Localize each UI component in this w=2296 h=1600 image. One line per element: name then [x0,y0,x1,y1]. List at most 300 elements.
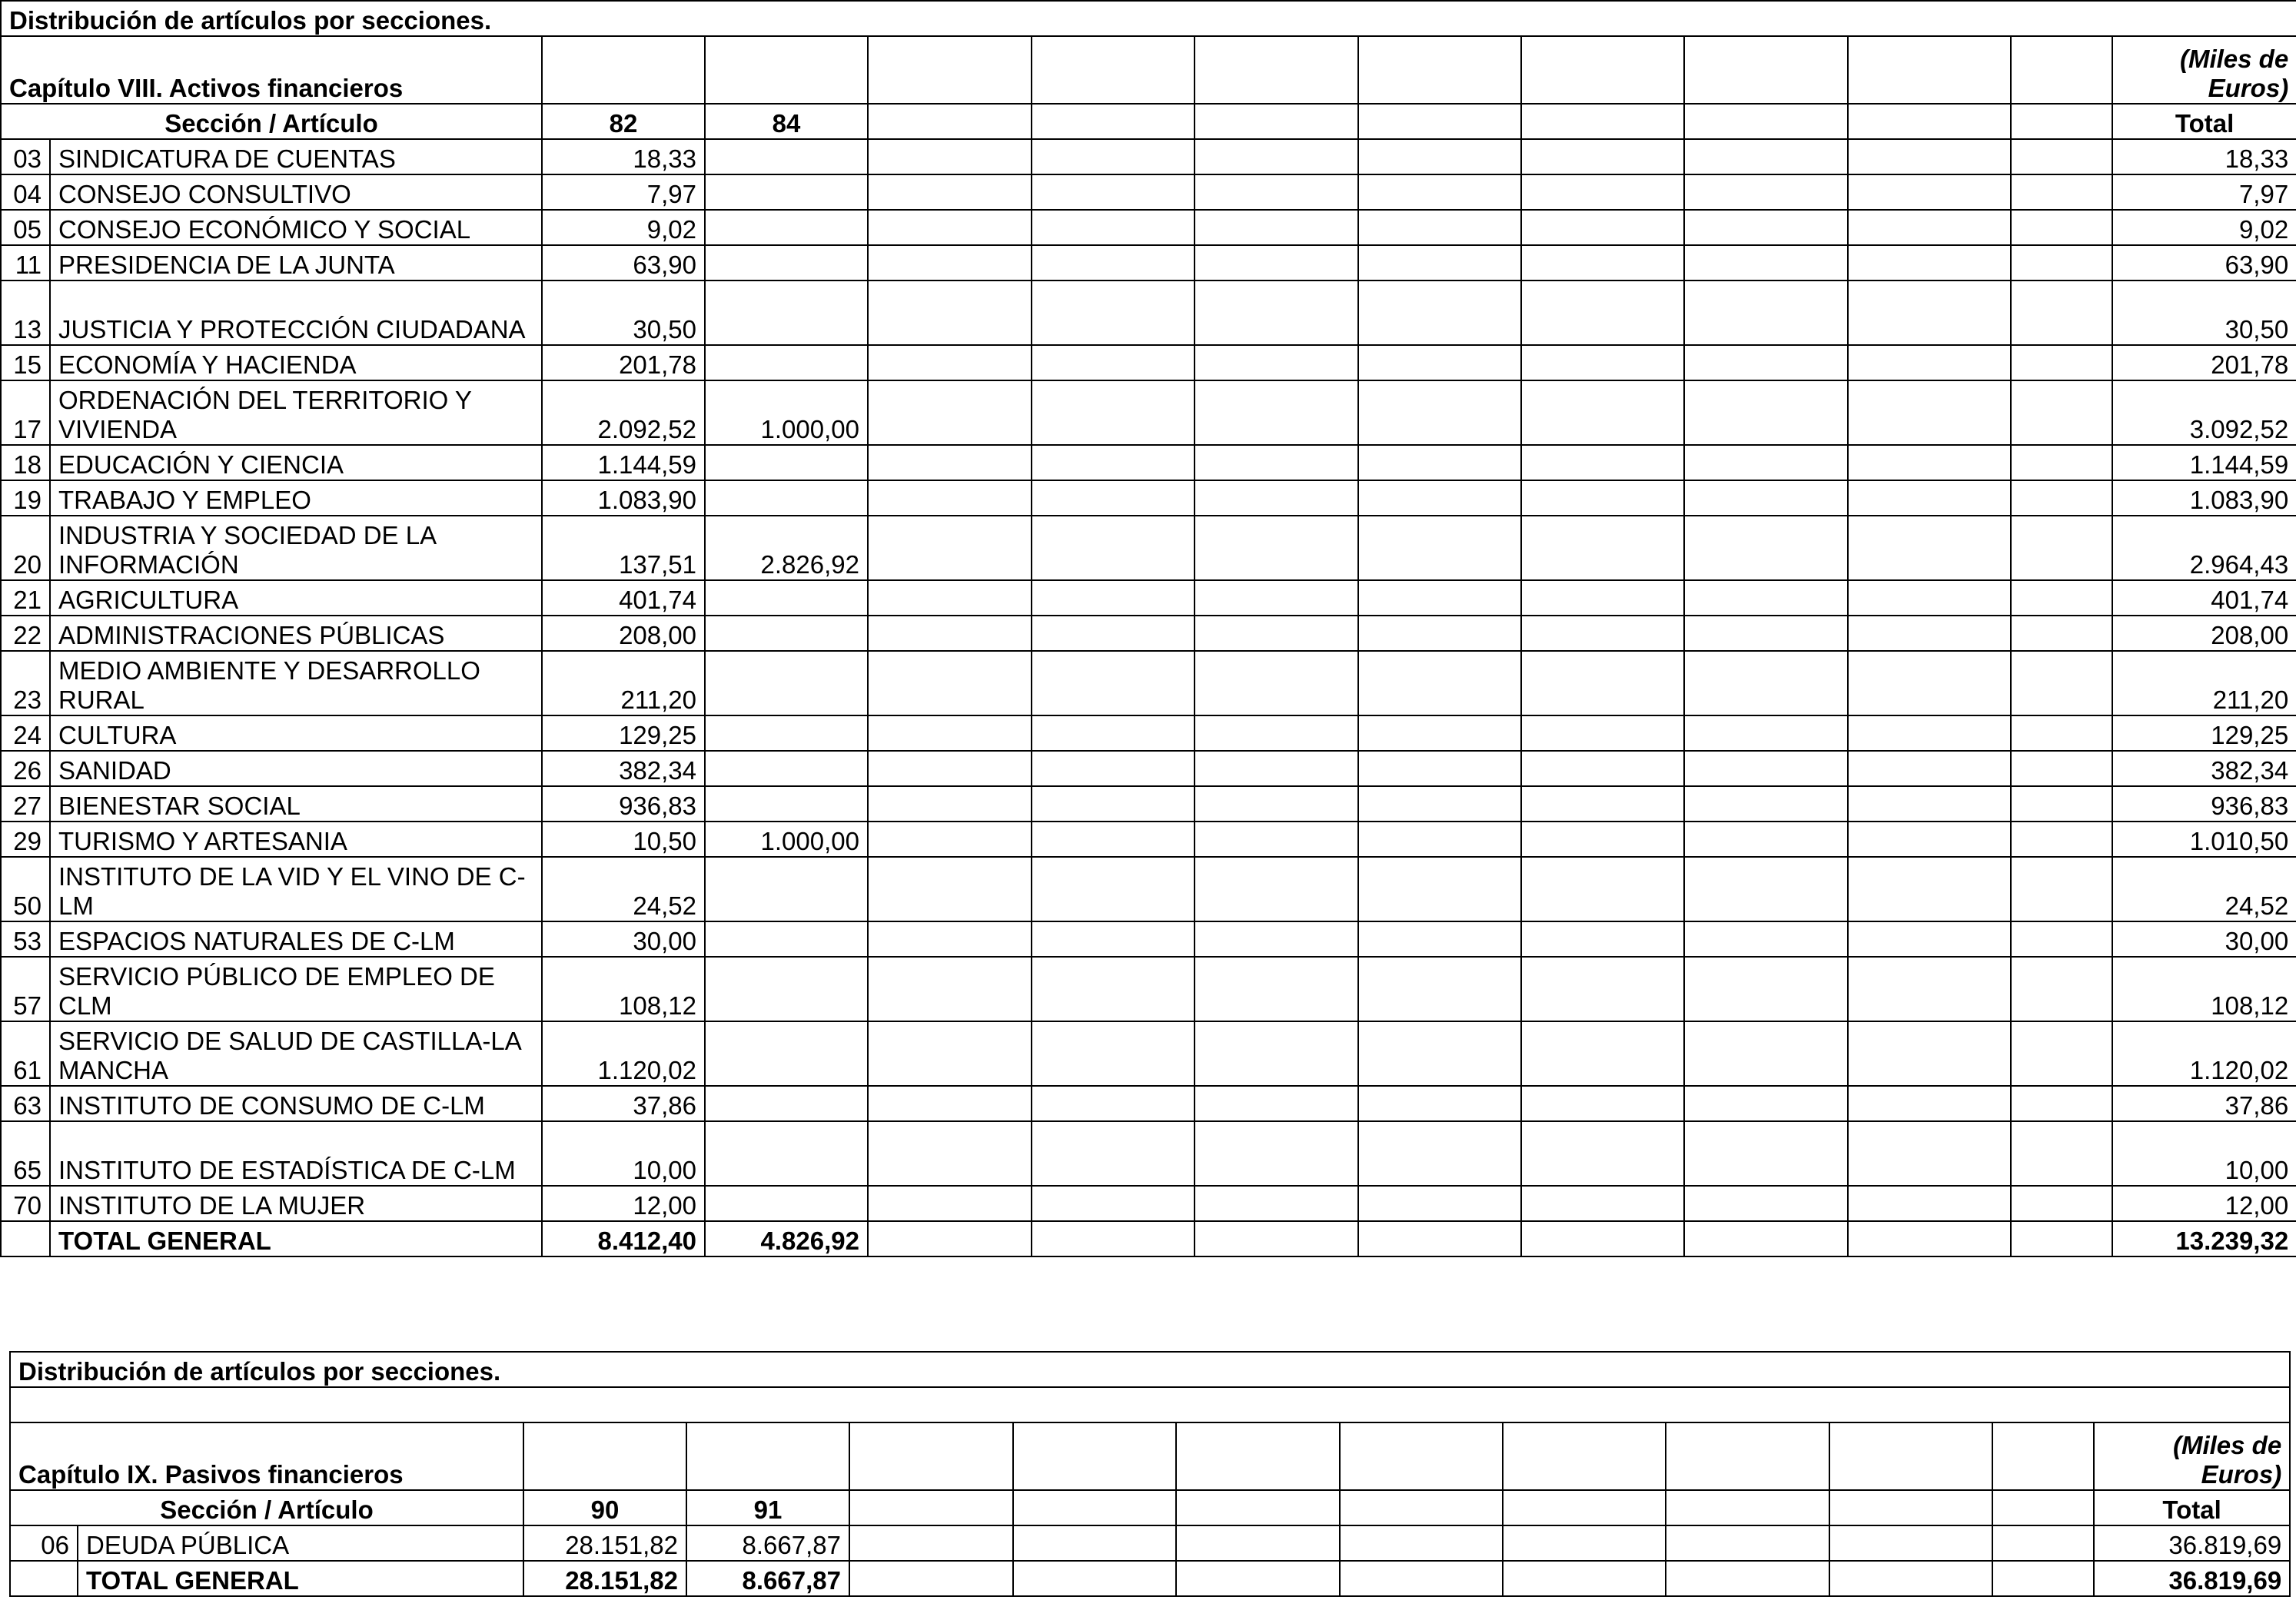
empty-cell [1358,245,1521,280]
total-grand: 36.819,69 [2094,1561,2290,1596]
empty-cell [1521,715,1684,751]
empty-cell [10,1561,78,1596]
empty-cell [1195,36,1358,104]
empty-cell [868,345,1032,380]
row-col-84 [705,616,868,651]
empty-cell [2011,1086,2112,1121]
empty-cell [868,516,1032,580]
row-col-82: 401,74 [542,580,705,616]
empty-cell [1521,1021,1684,1086]
empty-cell [1032,786,1195,822]
empty-cell [1032,616,1195,651]
empty-cell [1195,616,1358,651]
row-col-84 [705,480,868,516]
empty-cell [1684,822,1848,857]
empty-cell [1340,1561,1503,1596]
empty-cell [1195,751,1358,786]
empty-cell [1521,616,1684,651]
empty-cell [1032,139,1195,174]
empty-cell [1848,1121,2011,1186]
empty-cell [1521,1121,1684,1186]
empty-cell [868,380,1032,445]
empty-cell [1032,921,1195,957]
row-col-84 [705,651,868,715]
empty-cell [868,445,1032,480]
empty-cell [2011,210,2112,245]
empty-cell [868,210,1032,245]
total-col-82: 8.412,40 [542,1221,705,1256]
row-col-82: 2.092,52 [542,380,705,445]
empty-cell [1521,345,1684,380]
empty-cell [1358,1186,1521,1221]
row-code: 53 [1,921,50,957]
table-row [1,921,2296,957]
row-col-84 [705,1186,868,1221]
empty-cell [1176,1422,1340,1490]
row-col-82: 137,51 [542,516,705,580]
row-col-90: 28.151,82 [523,1525,686,1561]
row-col-82: 211,20 [542,651,705,715]
empty-cell [2011,380,2112,445]
table-row [1,786,2296,822]
table1-data-rows [1,139,2296,1221]
empty-cell [868,822,1032,857]
row-name: CONSEJO CONSULTIVO [50,174,542,210]
row-col-84 [705,786,868,822]
empty-cell [1032,715,1195,751]
empty-cell [1358,786,1521,822]
empty-cell [1684,480,1848,516]
empty-cell [1032,104,1195,139]
empty-cell [2011,651,2112,715]
row-name: CONSEJO ECONÓMICO Y SOCIAL [50,210,542,245]
row-total: 936,83 [2112,786,2296,822]
empty-cell [1684,651,1848,715]
row-total: 1.083,90 [2112,480,2296,516]
empty-cell [1684,245,1848,280]
empty-cell [1032,174,1195,210]
empty-cell [868,1221,1032,1256]
empty-cell [2011,445,2112,480]
row-col-82: 63,90 [542,245,705,280]
table1-title: Distribución de artículos por secciones. [1,1,2296,36]
table2-chapter-row [10,1422,2290,1490]
empty-cell [1032,445,1195,480]
table-row [1,345,2296,380]
empty-cell [2011,751,2112,786]
empty-cell [868,280,1032,345]
empty-cell [2011,580,2112,616]
empty-cell [1684,857,1848,921]
empty-cell [1013,1561,1176,1596]
table1-header-section: Sección / Artículo [1,104,542,139]
row-col-84 [705,345,868,380]
empty-cell [1358,715,1521,751]
empty-cell [868,1121,1032,1186]
empty-cell [1032,1221,1195,1256]
row-total: 401,74 [2112,580,2296,616]
empty-cell [2011,857,2112,921]
row-total: 7,97 [2112,174,2296,210]
row-col-82: 9,02 [542,210,705,245]
empty-cell [1032,651,1195,715]
total-col-91: 8.667,87 [686,1561,849,1596]
row-code: 04 [1,174,50,210]
row-col-82: 382,34 [542,751,705,786]
empty-cell [1848,174,2011,210]
row-total: 3.092,52 [2112,380,2296,445]
row-name: TURISMO Y ARTESANIA [50,822,542,857]
empty-cell [1358,580,1521,616]
row-code: 57 [1,957,50,1021]
row-total: 24,52 [2112,857,2296,921]
empty-cell [1195,1121,1358,1186]
row-code: 06 [10,1525,78,1561]
empty-cell [868,921,1032,957]
row-col-84 [705,715,868,751]
empty-cell [1358,1086,1521,1121]
row-col-84 [705,1121,868,1186]
empty-cell [2011,957,2112,1021]
table-row [1,480,2296,516]
empty-cell [1032,516,1195,580]
table1-header-col-82: 82 [542,104,705,139]
empty-cell [868,139,1032,174]
empty-cell [1666,1422,1829,1490]
empty-cell [2011,245,2112,280]
row-code: 61 [1,1021,50,1086]
row-name: EDUCACIÓN Y CIENCIA [50,445,542,480]
total-grand: 13.239,32 [2112,1221,2296,1256]
row-name: JUSTICIA Y PROTECCIÓN CIUDADANA [50,280,542,345]
empty-cell [1195,245,1358,280]
empty-cell [1195,345,1358,380]
empty-cell [1013,1422,1176,1490]
empty-cell [868,580,1032,616]
empty-cell [868,1021,1032,1086]
row-code: 13 [1,280,50,345]
empty-cell [1195,516,1358,580]
row-code: 17 [1,380,50,445]
empty-cell [1358,857,1521,921]
row-col-82: 24,52 [542,857,705,921]
row-name: ESPACIOS NATURALES DE C-LM [50,921,542,957]
row-total: 63,90 [2112,245,2296,280]
empty-cell [1848,280,2011,345]
row-col-82: 201,78 [542,345,705,380]
row-col-82: 10,50 [542,822,705,857]
row-total: 12,00 [2112,1186,2296,1221]
row-name: INSTITUTO DE ESTADÍSTICA DE C-LM [50,1121,542,1186]
empty-cell [1032,1121,1195,1186]
empty-cell [1684,786,1848,822]
empty-cell [1521,36,1684,104]
table2-header-col-90: 90 [523,1490,686,1525]
empty-cell [1358,1221,1521,1256]
row-col-84 [705,921,868,957]
empty-cell [1503,1490,1666,1525]
empty-cell [2011,1186,2112,1221]
table-row [1,1186,2296,1221]
empty-cell [2011,139,2112,174]
empty-cell [1032,957,1195,1021]
row-name: SINDICATURA DE CUENTAS [50,139,542,174]
row-total: 211,20 [2112,651,2296,715]
row-code: 21 [1,580,50,616]
empty-cell [1684,36,1848,104]
row-col-82: 30,50 [542,280,705,345]
empty-cell [1684,616,1848,651]
empty-cell [1521,516,1684,580]
empty-cell [1848,751,2011,786]
row-name: INSTITUTO DE CONSUMO DE C-LM [50,1086,542,1121]
empty-cell [1684,174,1848,210]
empty-cell [1195,857,1358,921]
empty-cell [1358,36,1521,104]
table-row [10,1525,2290,1561]
table1-header-row [1,104,2296,139]
table1-total-row [1,1221,2296,1256]
empty-cell [686,1422,849,1490]
empty-cell [1032,245,1195,280]
row-total: 36.819,69 [2094,1525,2290,1561]
empty-cell [2011,174,2112,210]
row-name: ECONOMÍA Y HACIENDA [50,345,542,380]
empty-cell [1195,139,1358,174]
empty-cell [2011,616,2112,651]
empty-cell [1829,1561,1992,1596]
row-code: 05 [1,210,50,245]
empty-cell [1195,1221,1358,1256]
table2-title-row [10,1352,2290,1387]
total-label: TOTAL GENERAL [50,1221,542,1256]
row-col-82: 1.144,59 [542,445,705,480]
empty-cell [1195,1186,1358,1221]
row-total: 30,50 [2112,280,2296,345]
table2-units: (Miles de Euros) [2094,1422,2290,1490]
empty-cell [1503,1525,1666,1561]
row-code: 20 [1,516,50,580]
empty-cell [1032,280,1195,345]
row-name: BIENESTAR SOCIAL [50,786,542,822]
empty-cell [1358,822,1521,857]
empty-cell [868,715,1032,751]
empty-cell [1521,139,1684,174]
row-name: SANIDAD [50,751,542,786]
empty-cell [1848,1021,2011,1086]
row-total: 37,86 [2112,1086,2296,1121]
empty-cell [1684,715,1848,751]
empty-cell [1358,210,1521,245]
empty-cell [1195,786,1358,822]
empty-cell [1521,651,1684,715]
empty-cell [1521,1221,1684,1256]
empty-cell [1848,921,2011,957]
row-col-84: 1.000,00 [705,380,868,445]
empty-cell [1684,516,1848,580]
empty-cell [1358,616,1521,651]
empty-cell [868,480,1032,516]
empty-cell [1195,104,1358,139]
empty-cell [1195,580,1358,616]
empty-cell [849,1490,1013,1525]
row-total: 382,34 [2112,751,2296,786]
empty-cell [1195,174,1358,210]
empty-cell [1684,1186,1848,1221]
row-col-84 [705,210,868,245]
empty-cell [2011,280,2112,345]
empty-cell [849,1422,1013,1490]
table2-blank-row [10,1387,2290,1422]
row-code: 18 [1,445,50,480]
empty-cell [1848,445,2011,480]
empty-cell [1848,516,2011,580]
table-row [1,957,2296,1021]
empty-cell [1684,345,1848,380]
row-name: PRESIDENCIA DE LA JUNTA [50,245,542,280]
empty-cell [1503,1561,1666,1596]
row-col-84 [705,751,868,786]
empty-cell [1195,1021,1358,1086]
empty-cell [1013,1490,1176,1525]
empty-cell [868,104,1032,139]
empty-cell [1848,957,2011,1021]
empty-cell [1684,957,1848,1021]
row-code: 24 [1,715,50,751]
empty-cell [1684,751,1848,786]
empty-cell [1032,1086,1195,1121]
empty-cell [1848,857,2011,921]
empty-cell [849,1525,1013,1561]
empty-cell [1848,480,2011,516]
empty-cell [2011,921,2112,957]
empty-cell [1358,139,1521,174]
table-row [1,174,2296,210]
empty-cell [1340,1422,1503,1490]
row-col-82: 37,86 [542,1086,705,1121]
row-col-82: 7,97 [542,174,705,210]
empty-cell [1848,210,2011,245]
row-total: 1.010,50 [2112,822,2296,857]
empty-cell [1358,380,1521,445]
empty-cell [868,616,1032,651]
row-col-82: 108,12 [542,957,705,1021]
empty-cell [1521,445,1684,480]
empty-cell [1848,1221,2011,1256]
empty-cell [1032,822,1195,857]
row-col-82: 12,00 [542,1186,705,1221]
empty-cell [1848,36,2011,104]
row-total: 201,78 [2112,345,2296,380]
table-row [1,715,2296,751]
total-label: TOTAL GENERAL [78,1561,523,1596]
table1-title-row [1,1,2296,36]
empty-cell [1848,380,2011,445]
empty-cell [1521,957,1684,1021]
empty-cell [1195,210,1358,245]
table2-total-row [10,1561,2290,1596]
empty-cell [2011,715,2112,751]
empty-cell [868,751,1032,786]
empty-cell [1684,1086,1848,1121]
table-row [1,445,2296,480]
empty-cell [1684,1221,1848,1256]
empty-cell [1848,822,2011,857]
empty-cell [1521,380,1684,445]
row-col-84: 1.000,00 [705,822,868,857]
table2-header-section: Sección / Artículo [10,1490,523,1525]
table2-title: Distribución de artículos por secciones. [10,1352,2290,1387]
empty-cell [1358,345,1521,380]
table2-chapter: Capítulo IX. Pasivos financieros [10,1422,523,1490]
empty-cell [1358,174,1521,210]
empty-cell [1848,1086,2011,1121]
empty-cell [1521,751,1684,786]
row-col-84 [705,1021,868,1086]
row-col-84 [705,1086,868,1121]
empty-cell [1195,715,1358,751]
empty-cell [1340,1490,1503,1525]
row-code: 65 [1,1121,50,1186]
empty-cell [1195,651,1358,715]
row-total: 1.144,59 [2112,445,2296,480]
row-name: INDUSTRIA Y SOCIEDAD DE LA INFORMACIÓN [50,516,542,580]
empty-cell [1521,921,1684,957]
row-code: 50 [1,857,50,921]
empty-cell [1848,786,2011,822]
empty-cell [1358,1021,1521,1086]
empty-cell [1358,480,1521,516]
empty-cell [868,1086,1032,1121]
empty-cell [1521,480,1684,516]
row-code: 63 [1,1086,50,1121]
table1-header-col-84: 84 [705,104,868,139]
empty-cell [1666,1525,1829,1561]
empty-cell [868,245,1032,280]
table-row [1,822,2296,857]
row-name: CULTURA [50,715,542,751]
empty-cell [1195,822,1358,857]
row-code: 11 [1,245,50,280]
row-col-84 [705,957,868,1021]
row-code: 22 [1,616,50,651]
empty-cell [868,957,1032,1021]
empty-cell [1521,245,1684,280]
empty-cell [1684,380,1848,445]
table-row [1,616,2296,651]
empty-cell [1358,280,1521,345]
empty-cell [1176,1490,1340,1525]
row-total: 129,25 [2112,715,2296,751]
empty-cell [1521,822,1684,857]
empty-cell [1176,1561,1340,1596]
empty-cell [1195,1086,1358,1121]
empty-cell [1848,139,2011,174]
empty-cell [542,36,705,104]
empty-cell [2011,36,2112,104]
empty-cell [1358,957,1521,1021]
empty-cell [1684,580,1848,616]
row-name: ADMINISTRACIONES PÚBLICAS [50,616,542,651]
row-name: AGRICULTURA [50,580,542,616]
row-col-82: 936,83 [542,786,705,822]
row-total: 108,12 [2112,957,2296,1021]
empty-cell [1195,921,1358,957]
empty-cell [1195,480,1358,516]
empty-cell [1358,1121,1521,1186]
row-col-82: 208,00 [542,616,705,651]
empty-cell [1358,445,1521,480]
